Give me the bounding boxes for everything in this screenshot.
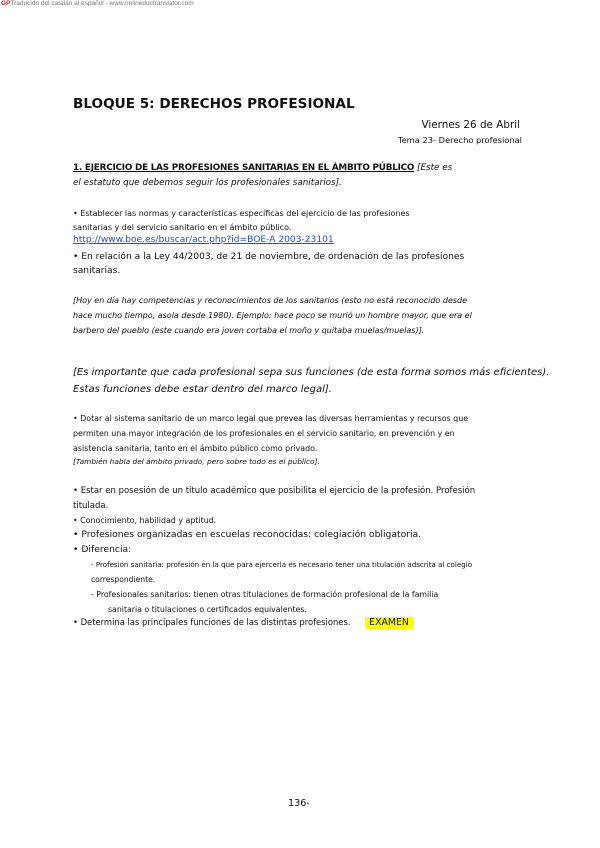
list-item-4: • Diferencia: — [73, 544, 132, 555]
sublist-item-1-line2: correspondiente. — [91, 575, 156, 584]
section-1-note-end: el estatuto que debemos seguir los profesionales sanitarios]. — [73, 178, 342, 188]
para1-line1: • Establecer las normas y características específicas del ejercicio de las profesiones — [73, 209, 410, 218]
para1-line3: • En relación a la Ley 44/2003, de 21 de noviembre, de ordenación de las profesiones — [73, 252, 465, 262]
para1-line2: sanitarias y del servicio sanitario en el ámbito público. — [73, 223, 292, 232]
para2-note: [También habla del ámbito privado, pero sobre todo es el público]. — [73, 457, 320, 466]
list-item-1-line2: titulada. — [73, 501, 109, 511]
translator-banner — [1, 0, 194, 7]
section-1-heading: 1. EJERCICIO DE LAS PROFESIONES SANITARIAS EN EL ÁMBITO PÚBLICO — [73, 163, 415, 173]
boe-link[interactable]: http://www.boe.es/buscar/act.php?id=BOE-A 2003-23101 — [73, 235, 334, 245]
page-number: 136- — [288, 798, 310, 809]
page-title: BLOQUE 5: DERECHOS PROFESIONAL — [73, 96, 355, 112]
note2-line1: [Es importante que cada profesional sepa sus funciones (de esta forma somos más eficientes). — [73, 367, 550, 378]
list-item-5-line — [73, 615, 414, 630]
list-item-2: • Conocimiento, habilidad y aptitud. — [73, 516, 217, 525]
date-line: Viernes 26 de Abril — [421, 119, 520, 131]
translator-logo: GP — [1, 0, 11, 7]
sublist-item-2-line2: sanitaria o titulaciones o certificados equivalentes. — [108, 605, 307, 614]
para2-line1: • Dotar al sistema sanitario de un marco legal que prevea las diversas herramientas y recursos que — [73, 414, 469, 423]
list-item-1-line1: • Estar en posesión de un título académico que posibilita el ejercicio de la profesión. Profesión — [73, 486, 476, 496]
topic-line: Tema 23- Derecho profesional — [397, 135, 522, 145]
note1-line1: [Hoy en día hay competencias y reconocimientos de los sanitarios (esto no está reconocido desde — [73, 296, 468, 305]
para1-line4: sanitarias. — [73, 266, 121, 276]
note1-line3: barbero del pueblo (este cuando era joven cortaba el moño y quitaba muelas/muelas)]. — [73, 326, 425, 335]
sublist-item-1-line1: - Profesión sanitaria: profesión en la que para ejercerla es necesario tener una titulación adscrita al colegio — [91, 560, 473, 569]
para2-line3: asistencia sanitaria, tanto en el ámbito público como privado. — [73, 444, 318, 453]
section-1-heading-line — [73, 163, 452, 173]
list-item-3: • Profesiones organizadas en escuelas reconocidas: colegiación obligatoria. — [73, 529, 422, 540]
section-1-note-start: [Este es — [417, 163, 453, 173]
sublist-item-2-line1: - Profesionales sanitarios: tienen otras titulaciones de formación profesional de la familia — [91, 590, 439, 599]
note1-line2: hace mucho tiempo, asola desde 1980). Ejemplo: hace poco se murió un hombre mayor, que era el — [73, 311, 472, 320]
note2-line2: Estas funciones debe estar dentro del marco legal]. — [73, 384, 332, 395]
list-item-5: • Determina las principales funciones de las distintas profesiones. — [73, 617, 351, 627]
translator-banner-text: Traducido del catalán al español - www.onlinedoctranslator.com — [10, 0, 194, 7]
exam-highlight: EXAMEN — [365, 617, 414, 629]
para2-line2: permiten una mayor integración de los profesionales en el servicio sanitario, en prevención y en — [73, 429, 455, 438]
